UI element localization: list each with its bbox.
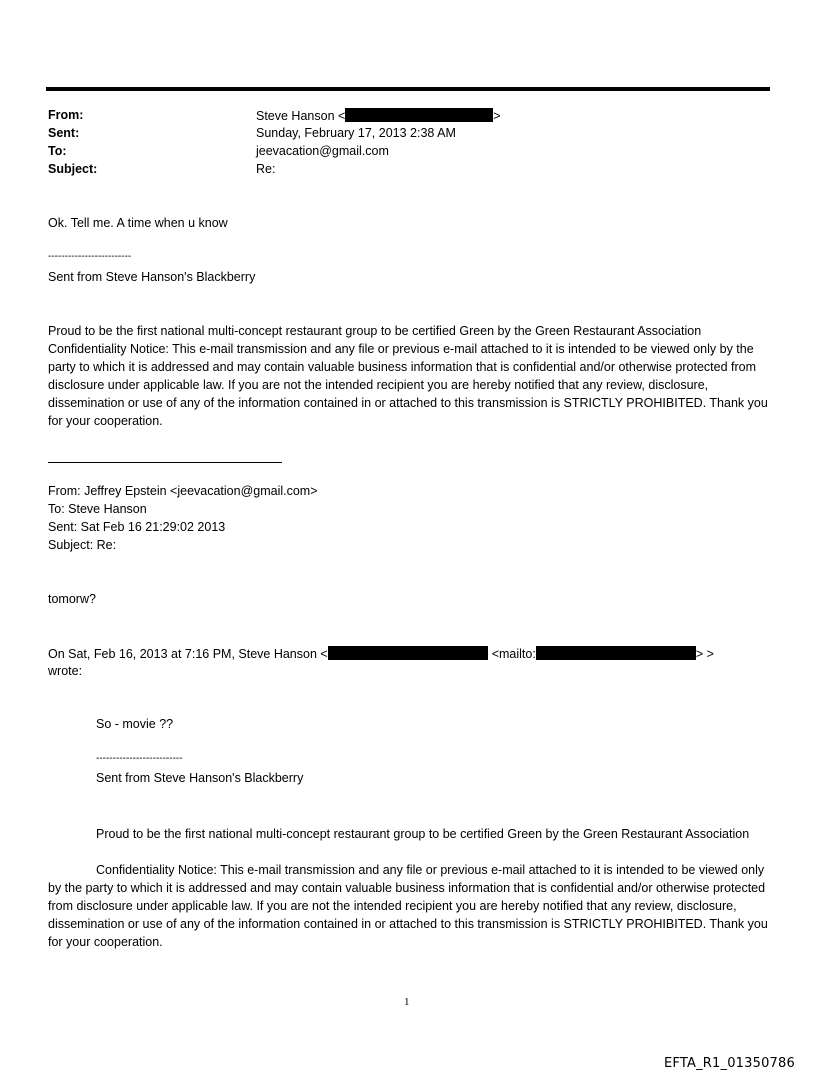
page-number: 1 bbox=[404, 996, 410, 1008]
body-disclaimer: Proud to be the first national multi-concept restaurant group to be certified Green by the Green Restaurant Association Confidentiality Notice: This e-mail transmission and any file or previous e-mail attached to it is intended to be viewed only by the party to which it is addressed and may contain valuable business information that is confidential and/or otherwise protected from disclosure under applicable law. If you are not the intended recipient you are hereby notified that any review, disclosure, dissemination or use of any of the information contained in or attached to this transmission is STRICTLY PROHIBITED. Thank you for your cooperation. bbox=[48, 324, 768, 428]
sent-value: Sunday, February 17, 2013 2:38 AM bbox=[256, 126, 456, 140]
attribution-mailto: <mailto: bbox=[491, 647, 536, 661]
inner-disclaimer-intro: Proud to be the first national multi-concept restaurant group to be certified Green by the Green Restaurant Association bbox=[96, 827, 750, 841]
inner-signature: Sent from Steve Hanson's Blackberry bbox=[96, 771, 304, 785]
body-signature: Sent from Steve Hanson's Blackberry bbox=[48, 270, 256, 284]
separator-line bbox=[48, 462, 282, 463]
to-value: jeevacation@gmail.com bbox=[256, 144, 389, 158]
quoted-subject: Subject: Re: bbox=[48, 538, 117, 552]
top-rule bbox=[46, 87, 770, 91]
quoted-message: tomorw? bbox=[48, 592, 96, 606]
subject-label: Subject: bbox=[48, 162, 98, 176]
body-dashes: ------------------------- bbox=[48, 251, 132, 262]
subject-value: Re: bbox=[256, 162, 276, 176]
inner-dashes: -------------------------- bbox=[96, 753, 183, 764]
from-close: > bbox=[493, 109, 501, 123]
sent-label: Sent: bbox=[48, 126, 80, 140]
to-label: To: bbox=[48, 144, 67, 158]
quoted-from: From: Jeffrey Epstein <jeevacation@gmail.com> bbox=[48, 484, 318, 498]
redaction-box bbox=[536, 646, 696, 660]
quoted-to: To: Steve Hanson bbox=[48, 502, 147, 516]
body-message: Ok. Tell me. A time when u know bbox=[48, 216, 228, 230]
inner-message: So - movie ?? bbox=[96, 717, 174, 731]
attribution-wrote: wrote: bbox=[48, 664, 83, 678]
from-name: Steve Hanson < bbox=[256, 109, 346, 123]
attribution-prefix: On Sat, Feb 16, 2013 at 7:16 PM, Steve Hanson < bbox=[48, 647, 328, 661]
attribution-close: > > bbox=[695, 647, 714, 661]
quoted-sent: Sent: Sat Feb 16 21:29:02 2013 bbox=[48, 520, 226, 534]
quoted-attribution bbox=[48, 646, 714, 661]
redaction-box bbox=[328, 646, 488, 660]
document-id: EFTA_R1_01350786 bbox=[664, 1056, 795, 1071]
from-label: From: bbox=[48, 108, 84, 122]
redaction-box bbox=[345, 108, 493, 122]
from-value bbox=[256, 108, 501, 123]
inner-disclaimer-notice: Confidentiality Notice: This e-mail transmission and any file or previous e-mail attached to it is intended to be viewed only by the party to which it is addressed and may contain valuable business information that is confidential and/or otherwise protected from disclosure under applicable law. If you are not the intended recipient you are hereby notified that any review, disclosure, dissemination or use of any of the information contained in or attached to this transmission is STRICTLY PROHIBITED. Thank you for your cooperation. bbox=[48, 863, 768, 949]
